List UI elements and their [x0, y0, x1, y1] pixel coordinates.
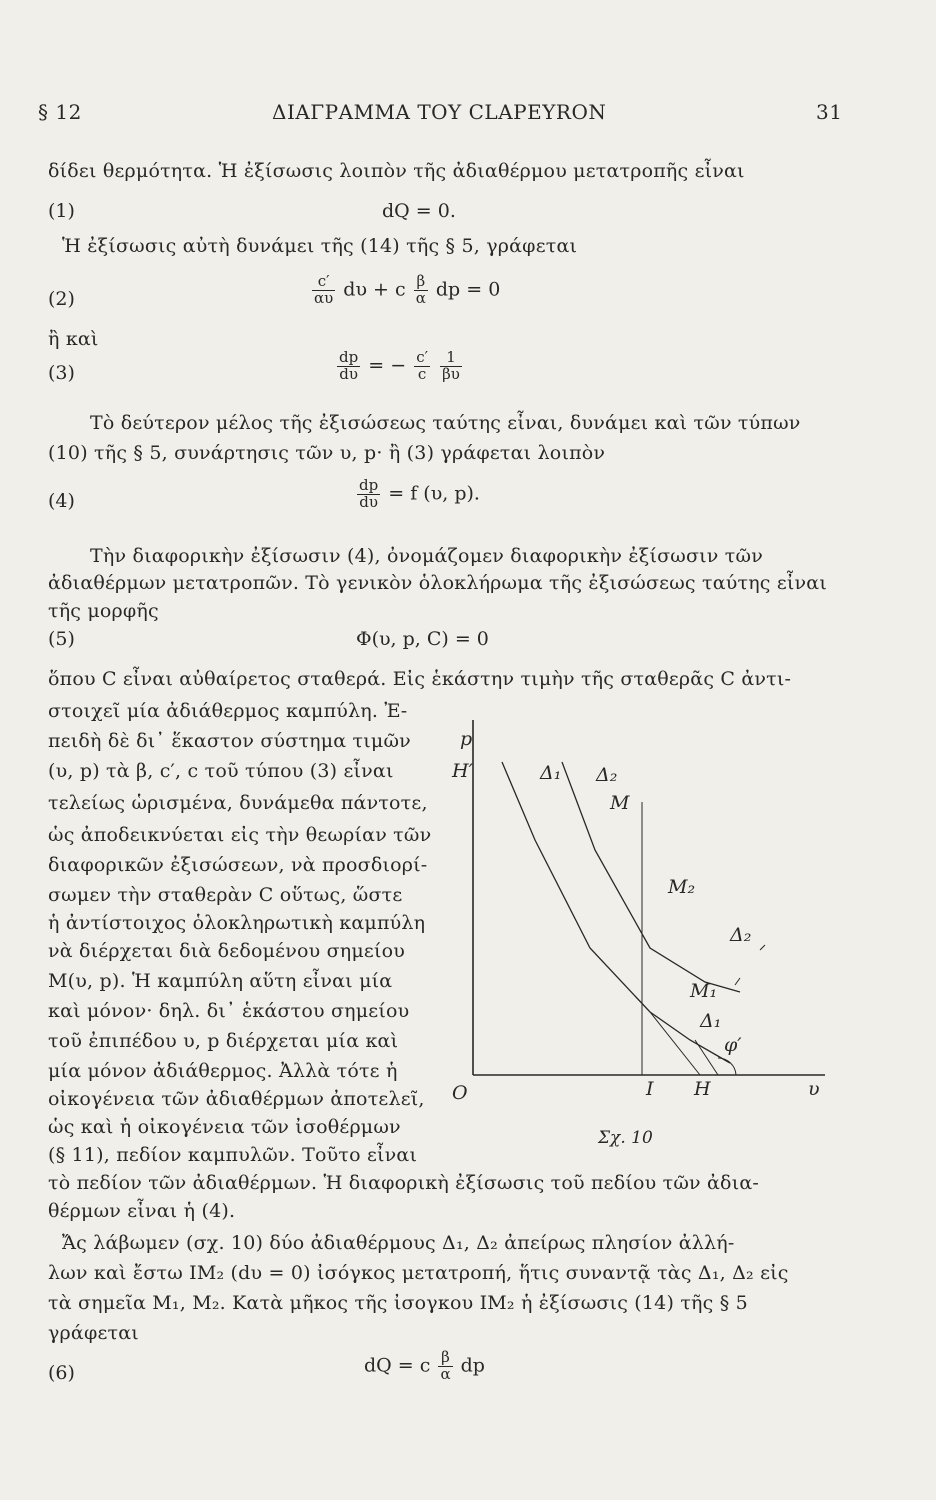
fraction: $\frac{dp}{d\upsilon}$	[339, 348, 359, 383]
equation-number: (3)	[48, 362, 75, 384]
tick-mark	[760, 945, 765, 950]
fraction: $\frac{c'}{c}$	[416, 348, 429, 383]
text-line: ἀδιαθέρμων μετατροπῶν. Τὸ γενικὸν ὁλοκλήρωμα τῆς ἐξισώσεως ταύτης εἶναι	[48, 572, 827, 594]
text-line: καὶ μόνον· δηλ. δι᾽ ἑκάστου σημείου	[48, 1000, 410, 1022]
tangent-line	[650, 1012, 700, 1075]
equation-3: $\frac{dp}{d\upsilon}$ = − $\frac{c'}{c}$ $\frac{1}{\beta\upsilon}$	[339, 348, 460, 383]
equation-4: $\frac{dp}{d\upsilon}$ = f (υ, p).	[359, 476, 480, 511]
text-line: σωμεν τὴν σταθερὰν C οὕτως, ὥστε	[48, 884, 403, 906]
equation-6: dQ = c $\frac{\beta}{\alpha}$ dp	[364, 1348, 485, 1383]
text-line: Τὸ δεύτερον μέλος τῆς ἐξισώσεως ταύτης εἶναι, δυνάμει καὶ τῶν τύπων	[90, 412, 801, 434]
text-line: (10) τῆς § 5, συνάρτησις τῶν υ, p· ἢ (3) γράφεται λοιπὸν	[48, 442, 606, 464]
fraction: $\frac{\beta}{\alpha}$	[440, 1348, 451, 1383]
equation-number: (1)	[48, 200, 75, 222]
text-line: τὰ σημεῖα M₁, M₂. Κατὰ μῆκος τῆς ἰσογκου IM₂ ἡ ἐξίσωσις (14) τῆς § 5	[48, 1292, 748, 1314]
running-title: ΔΙΑΓΡΑΜΜΑ ΤΟΥ CLAPEYRON	[272, 100, 607, 124]
text-line: γράφεται	[48, 1322, 139, 1344]
equation-number: (4)	[48, 490, 75, 512]
tick-mark	[735, 978, 740, 985]
fraction: $\frac{\beta}{\alpha}$	[415, 272, 426, 307]
text-line: μία μόνον ἀδιάθερμος. Ἀλλὰ τότε ἡ	[48, 1060, 398, 1082]
text-line: τῆς μορφῆς	[48, 600, 159, 622]
text-line: ἢ καὶ	[48, 328, 99, 350]
adiabat-d2-curve	[562, 762, 740, 992]
text-line: Ἡ ἐξίσωσις αὐτὴ δυνάμει τῆς (14) τῆς § 5, γράφεται	[62, 235, 578, 257]
fig-label-d1-top: Δ₁	[540, 762, 562, 784]
equation-number: (5)	[48, 628, 75, 650]
equation-number: (6)	[48, 1362, 75, 1384]
fraction: $\frac{dp}{d\upsilon}$	[359, 476, 379, 511]
angle-arc	[718, 1058, 736, 1075]
tangent-line	[695, 1040, 718, 1075]
figure-caption: Σχ. 10	[598, 1128, 653, 1148]
text-line: ὡς καὶ ἡ οἰκογένεια τῶν ἰσοθέρμων	[48, 1116, 401, 1138]
text-line: ὅπου C εἶναι αὐθαίρετος σταθερά. Εἰς ἑκάστην τιμὴν τῆς σταθερᾶς C ἀντι-	[48, 668, 792, 690]
fig-label-d2-right: Δ₂	[730, 924, 752, 946]
text-line: Ἄς λάβωμεν (σχ. 10) δύο ἀδιαθέρμους Δ₁, Δ₂ ἀπείρως πλησίον ἀλλή-	[62, 1232, 735, 1254]
fig-label-d2-top: Δ₂	[596, 764, 618, 786]
fig-label-phi: φ′	[724, 1034, 742, 1056]
equation-5: Φ(υ, p, C) = 0	[356, 628, 489, 650]
fig-label-h-prime: H′	[452, 760, 473, 782]
text-line: τὸ πεδίον τῶν ἀδιαθέρμων. Ἡ διαφορικὴ ἐξίσωσις τοῦ πεδίου τῶν ἀδια-	[48, 1172, 760, 1194]
text-line: θέρμων εἶναι ἡ (4).	[48, 1200, 236, 1222]
page-number: 31	[816, 100, 843, 124]
fig-label-i: I	[646, 1078, 654, 1100]
text-line: διαφορικῶν ἐξισώσεων, νὰ προσδιορί-	[48, 854, 428, 876]
text-line: οἰκογένεια τῶν ἀδιαθέρμων ἀποτελεῖ,	[48, 1088, 425, 1110]
fig-label-m2: M₂	[668, 876, 696, 898]
fraction: $\frac{1}{\beta\upsilon}$	[442, 348, 460, 383]
text-line: νὰ διέρχεται διὰ δεδομένου σημείου	[48, 940, 405, 962]
fig-label-h: H	[694, 1078, 711, 1100]
text-line: (υ, p) τὰ β, c′, c τοῦ τύπου (3) εἶναι	[48, 760, 394, 782]
text-line: πειδὴ δὲ δι᾽ ἕκαστον σύστημα τιμῶν	[48, 730, 411, 752]
fig-label-d1-right: Δ₁	[700, 1010, 722, 1032]
equation-1: dQ = 0.	[382, 200, 456, 222]
equation-number: (2)	[48, 288, 75, 310]
figure-diagram	[440, 720, 840, 1140]
equation-2: $\frac{c'}{\alpha\upsilon}$ dυ + c $\frac{\beta}{\alpha}$ dp = 0	[314, 272, 501, 307]
text-line: λων καὶ ἔστω IM₂ (dυ = 0) ἰσόγκος μετατροπή, ἥτις συναντᾷ τὰς Δ₁, Δ₂ εἰς	[48, 1262, 789, 1284]
fig-label-v: υ	[808, 1078, 820, 1100]
fig-label-p: p	[460, 728, 473, 750]
text-line: M(υ, p). Ἡ καμπύλη αὕτη εἶναι μία	[48, 970, 393, 992]
fig-label-m1: M₁	[690, 980, 718, 1002]
fig-label-m: M	[610, 792, 630, 814]
text-line: τοῦ ἐπιπέδου υ, p διέρχεται μία καὶ	[48, 1030, 399, 1052]
text-line: Τὴν διαφορικὴν ἐξίσωσιν (4), ὀνομάζομεν διαφορικὴν ἐξίσωσιν τῶν	[90, 545, 763, 567]
text-line: (§ 11), πεδίον καμπυλῶν. Τοῦτο εἶναι	[48, 1144, 418, 1166]
text-line: στοιχεῖ μία ἀδιάθερμος καμπύλη. Ἐ-	[48, 700, 408, 722]
text-line: ὡς ἀποδεικνύεται εἰς τὴν θεωρίαν τῶν	[48, 824, 432, 846]
text-line: ἡ ἀντίστοιχος ὁλοκληρωτικὴ καμπύλη	[48, 912, 426, 934]
fraction: $\frac{c'}{\alpha\upsilon}$	[314, 272, 334, 307]
text-line: δίδει θερμότητα. Ἡ ἐξίσωσις λοιπὸν τῆς ἀδιαθέρμου μετατροπῆς εἶναι	[48, 160, 745, 182]
section-number: § 12	[38, 100, 82, 124]
fig-label-o: O	[452, 1082, 468, 1104]
text-line: τελείως ὡρισμένα, δυνάμεθα πάντοτε,	[48, 792, 428, 814]
